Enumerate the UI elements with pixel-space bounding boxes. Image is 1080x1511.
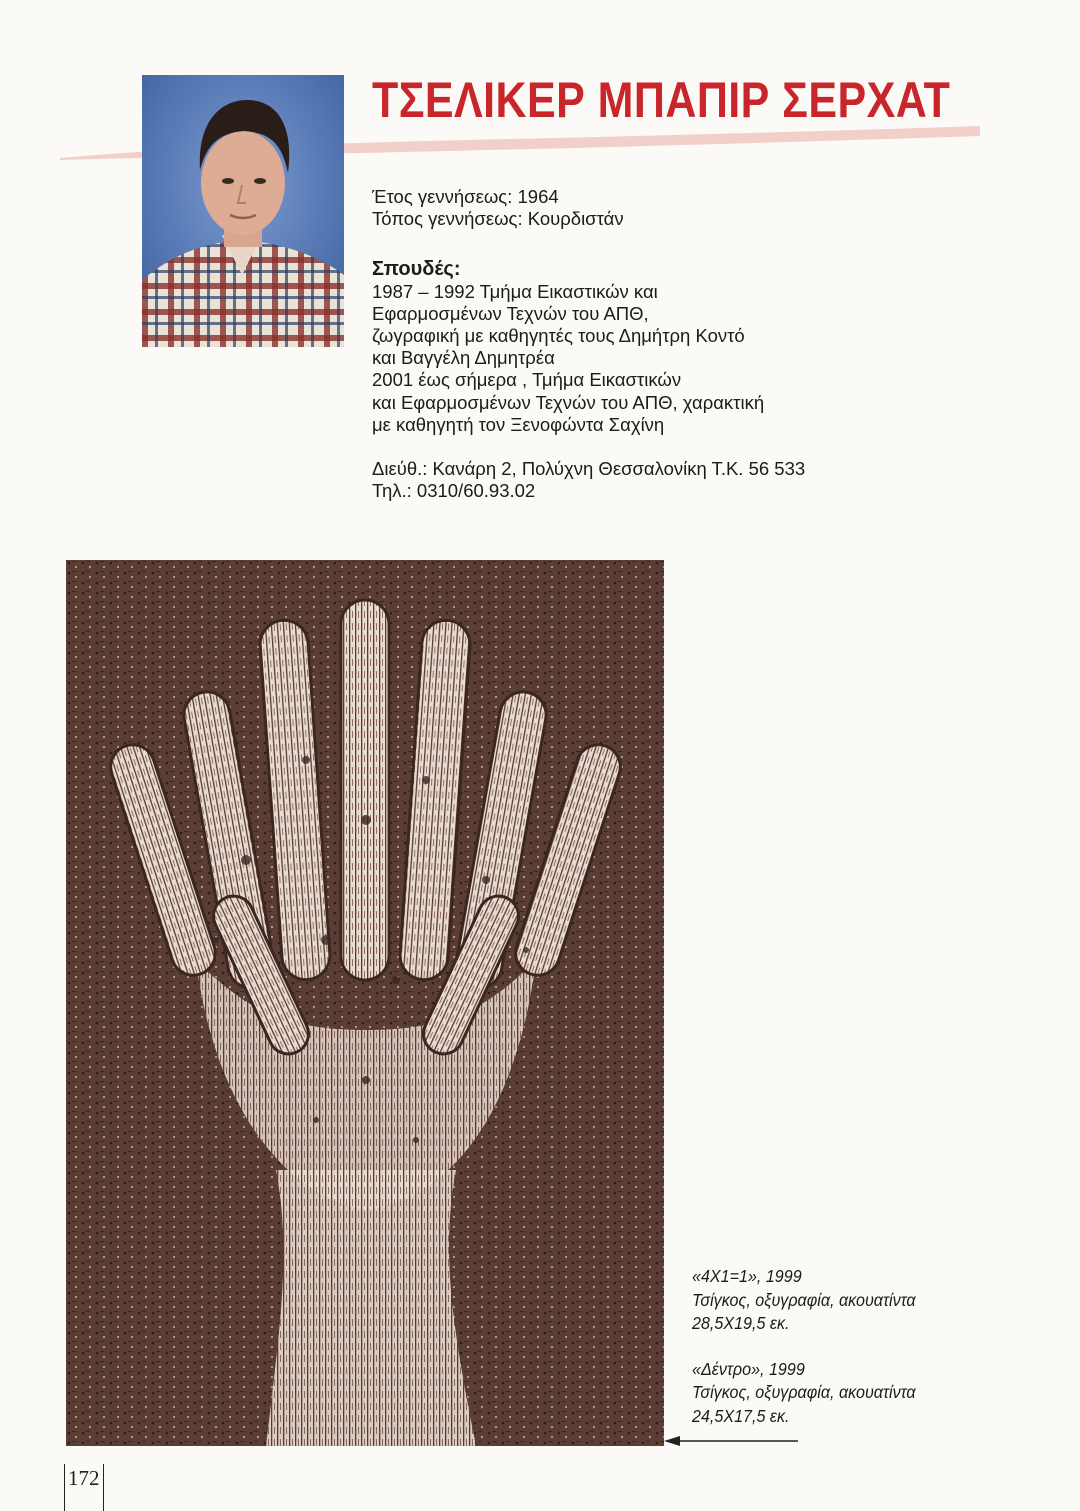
artist-bio	[372, 186, 892, 502]
studies-line: με καθηγητή τον Ξενοφώντα Σαχίνη	[372, 413, 665, 435]
birth-place: Τόπος γεννήσεως: Κουρδιστάν	[372, 208, 624, 230]
address: Διεύθ.: Κανάρη 2, Πολύχνη Θεσσαλονίκη Τ.Κ. 56 533	[372, 458, 806, 480]
etching-artwork	[66, 560, 664, 1446]
artist-name-title: ΤΣΕΛΙΚΕΡ ΜΠΑΠΙΡ ΣΕΡΧΑΤ	[372, 72, 951, 128]
caption-title: «4Χ1=1», 1999	[692, 1266, 802, 1286]
caption-arrow-icon	[664, 1433, 804, 1449]
birth-year: Έτος γεννήσεως: 1964	[372, 186, 559, 207]
studies-line: και Εφαρμοσμένων Τεχνών του ΑΠΘ, χαρακτική	[372, 391, 765, 413]
caption-title: «Δέντρο», 1999	[692, 1358, 805, 1379]
caption-medium: Τσίγκος, οξυγραφία, ακουατίντα	[692, 1289, 916, 1310]
caption-size: 28,5Χ19,5 εκ.	[692, 1313, 790, 1333]
artwork-captions	[692, 1265, 968, 1428]
artist-portrait	[142, 75, 344, 347]
studies-line: και Βαγγέλη Δημητρέα	[372, 347, 555, 369]
phone: Τηλ.: 0310/60.93.02	[372, 480, 536, 502]
studies-line: 2001 έως σήμερα , Τμήμα Εικαστικών	[372, 369, 682, 391]
studies-line: 1987 – 1992 Τμήμα Εικαστικών και	[372, 280, 658, 302]
caption-medium: Τσίγκος, οξυγραφία, ακουατίντα	[692, 1382, 916, 1402]
studies-line: ζωγραφική με καθηγητές τους Δημήτρη Κοντό	[372, 325, 745, 347]
studies-heading: Σπουδές:	[372, 258, 461, 281]
caption-size: 24,5Χ17,5 εκ.	[692, 1405, 790, 1426]
page-number: 172	[64, 1464, 104, 1511]
studies-line: Εφαρμοσμένων Τεχνών του ΑΠΘ,	[372, 302, 649, 324]
